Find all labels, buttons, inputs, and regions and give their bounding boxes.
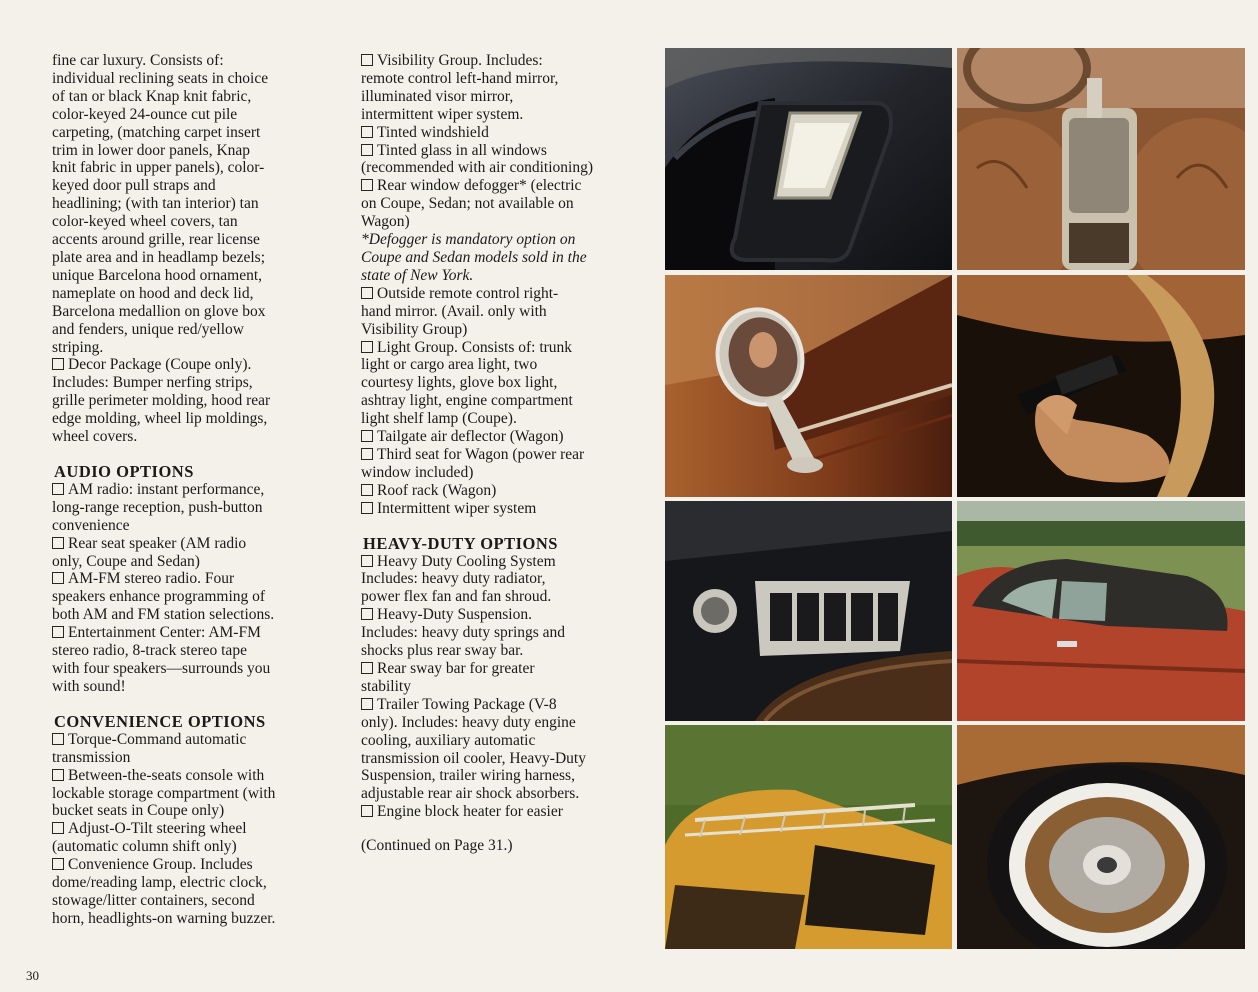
outside-mirror-photo xyxy=(665,275,952,497)
checkbox-icon xyxy=(52,537,64,549)
text-line: dome/reading lamp, electric clock, xyxy=(52,874,267,892)
text-line: hand mirror. (Avail. only with xyxy=(361,302,547,320)
checkbox-icon xyxy=(361,662,373,674)
barcelona-description xyxy=(52,52,350,356)
visor-mirror-photo xyxy=(665,48,952,270)
heavy-duty-options-heading: HEAVY-DUTY OPTIONS xyxy=(363,533,558,553)
text-line: nameplate on hood and deck lid, xyxy=(52,284,254,302)
text-line: grille perimeter molding, hood rear xyxy=(52,392,271,410)
checkbox-icon xyxy=(361,448,373,460)
checkbox-icon xyxy=(361,555,373,567)
text-line: window included) xyxy=(361,463,474,481)
checkbox-icon xyxy=(52,733,64,745)
option-label: Convenience Group. Includes xyxy=(68,856,253,874)
checkbox-icon xyxy=(361,608,373,620)
text-line: on Coupe, Sedan; not available on xyxy=(361,195,574,213)
text-line: courtesy lights, glove box light, xyxy=(361,374,558,392)
text-column-left xyxy=(52,52,350,928)
option-label: Heavy Duty Cooling System xyxy=(377,552,556,570)
checkbox-icon xyxy=(52,572,64,584)
text-line: lockable storage compartment (with xyxy=(52,784,276,802)
visibility-options-list xyxy=(361,52,657,231)
checkbox-icon xyxy=(52,483,64,495)
text-line: illuminated visor mirror, xyxy=(361,87,514,105)
text-line: Barcelona medallion on glove box xyxy=(52,302,266,320)
decor-package-option xyxy=(52,356,350,446)
text-line: Suspension, trailer wiring harness, xyxy=(361,767,575,785)
checkbox-icon xyxy=(52,858,64,870)
text-line: unique Barcelona hood ornament, xyxy=(52,266,263,284)
option-label: Third seat for Wagon (power rear xyxy=(377,445,585,463)
option-label: Rear sway bar for greater xyxy=(377,660,535,677)
checkbox-icon xyxy=(361,179,373,191)
checkbox-icon xyxy=(361,144,373,156)
text-line: stereo radio, 8-track stereo tape xyxy=(52,642,247,660)
option-label: Light Group. Consists of: trunk xyxy=(377,338,573,356)
checkbox-icon xyxy=(52,822,64,834)
option-label: Tailgate air deflector (Wagon) xyxy=(377,428,564,446)
checkbox-icon xyxy=(361,287,373,299)
option-label: Adjust-O-Tilt steering wheel xyxy=(68,820,247,838)
text-line: edge molding, wheel lip moldings, xyxy=(52,410,268,428)
text-line: adjustable rear air shock absorbers. xyxy=(361,785,580,803)
text-line: knit fabric in upper panels), color- xyxy=(52,159,265,177)
text-line: (recommended with air conditioning) xyxy=(361,159,594,177)
note-line: Coupe and Sedan models sold in the xyxy=(361,248,587,266)
option-label: Tinted windshield xyxy=(377,123,489,141)
checkbox-icon xyxy=(361,430,373,442)
text-line: individual reclining seats in choice xyxy=(52,69,269,87)
checkbox-icon xyxy=(361,341,373,353)
text-line: carpeting, (matching carpet insert xyxy=(52,123,261,141)
text-line: intermittent wiper system. xyxy=(361,105,524,123)
option-label: Tinted glass in all windows xyxy=(377,141,547,159)
convenience-options-list xyxy=(52,731,350,928)
text-line: Wagon) xyxy=(361,213,410,231)
misc-options-list xyxy=(361,285,657,518)
option-label: Engine block heater for easier xyxy=(377,803,563,821)
sedan-roof-photo xyxy=(957,501,1245,721)
note-line: *Defogger is mandatory option on xyxy=(361,231,576,249)
option-label: Rear seat speaker (AM radio xyxy=(68,534,247,552)
text-line: horn, headlights-on warning buzzer. xyxy=(52,909,276,927)
option-label: Roof rack (Wagon) xyxy=(377,481,497,499)
text-line: wheel covers. xyxy=(52,428,138,446)
convenience-options-heading: CONVENIENCE OPTIONS xyxy=(54,711,266,731)
text-line: speakers enhance programming of xyxy=(52,588,266,606)
text-line: power flex fan and fan shroud. xyxy=(361,588,552,606)
audio-options-list xyxy=(52,481,350,696)
text-line: accents around grille, rear license xyxy=(52,231,260,249)
text-line: color-keyed wheel covers, tan xyxy=(52,213,238,231)
checkbox-icon xyxy=(361,484,373,496)
option-label: AM-FM stereo radio. Four xyxy=(68,570,235,588)
text-line: cooling, auxiliary automatic xyxy=(361,731,536,749)
text-line: keyed door pull straps and xyxy=(52,177,216,195)
option-label: Between-the-seats console with xyxy=(68,766,265,784)
heavy-duty-options-list xyxy=(361,553,657,822)
text-column-middle xyxy=(361,52,657,855)
console-photo xyxy=(957,48,1245,270)
text-line: color-keyed 24-ounce cut pile xyxy=(52,105,238,123)
option-label: Heavy-Duty Suspension. xyxy=(377,606,532,624)
text-line: Visibility Group) xyxy=(361,320,468,338)
text-line: striping. xyxy=(52,338,104,356)
text-line: of tan or black Knap knit fabric, xyxy=(52,87,252,105)
option-label: Torque-Command automatic xyxy=(68,730,247,748)
text-line: ashtray light, engine compartment xyxy=(361,392,573,410)
text-line: transmission oil cooler, Heavy-Duty xyxy=(361,749,586,767)
page-number: 30 xyxy=(26,968,39,983)
option-label: Outside remote control right- xyxy=(377,284,559,302)
wheel-cover-photo xyxy=(957,725,1245,949)
text-line: only). Includes: heavy duty engine xyxy=(361,713,576,731)
checkbox-icon xyxy=(361,502,373,514)
text-line: stability xyxy=(361,677,411,695)
option-label: Decor Package (Coupe only). xyxy=(68,356,252,374)
text-line: transmission xyxy=(52,748,131,766)
text-line: with sound! xyxy=(52,677,126,695)
text-line: light shelf lamp (Coupe). xyxy=(361,410,517,428)
note-line: state of New York. xyxy=(361,266,474,284)
text-line: and fenders, unique red/yellow xyxy=(52,320,244,338)
text-line: Includes: heavy duty radiator, xyxy=(361,570,546,588)
text-line: light or cargo area light, two xyxy=(361,356,538,374)
text-line: only, Coupe and Sedan) xyxy=(52,552,200,570)
text-line: with four speakers—surrounds you xyxy=(52,660,271,677)
option-label: Entertainment Center: AM-FM xyxy=(68,624,261,642)
option-label: Intermittent wiper system xyxy=(377,499,537,517)
text-line: stowage/litter containers, second xyxy=(52,891,255,909)
option-label: Visibility Group. Includes: xyxy=(377,52,543,69)
checkbox-icon xyxy=(52,626,64,638)
text-line: Includes: Bumper nerfing strips, xyxy=(52,374,253,392)
checkbox-icon xyxy=(361,126,373,138)
text-line: plate area and in headlamp bezels; xyxy=(52,248,266,266)
audio-options-heading: AUDIO OPTIONS xyxy=(54,461,194,481)
text-line: trim in lower door panels, Knap xyxy=(52,141,251,159)
wiper-switch-photo xyxy=(957,275,1245,497)
option-label: Trailer Towing Package (V-8 xyxy=(377,695,557,713)
text-line: (automatic column shift only) xyxy=(52,838,237,856)
text-line: convenience xyxy=(52,516,130,534)
continued-note: (Continued on Page 31.) xyxy=(361,837,513,855)
checkbox-icon xyxy=(52,769,64,781)
option-label: Rear window defogger* (electric xyxy=(377,177,582,195)
text-line: shocks plus rear sway bar. xyxy=(361,642,524,660)
option-label: AM radio: instant performance, xyxy=(68,480,265,498)
wagon-roof-rack-photo xyxy=(665,725,952,949)
text-line: remote control left-hand mirror, xyxy=(361,69,559,87)
air-vent-photo xyxy=(665,501,952,721)
text-line: Includes: heavy duty springs and xyxy=(361,624,566,642)
text-line: bucket seats in Coupe only) xyxy=(52,802,225,820)
checkbox-icon xyxy=(52,358,64,370)
checkbox-icon xyxy=(361,805,373,817)
text-line: long-range reception, push-button xyxy=(52,498,263,516)
text-line: fine car luxury. Consists of: xyxy=(52,52,224,69)
text-line: both AM and FM station selections. xyxy=(52,606,275,624)
checkbox-icon xyxy=(361,54,373,66)
checkbox-icon xyxy=(361,698,373,710)
text-line: headlining; (with tan interior) tan xyxy=(52,195,259,213)
defogger-note xyxy=(361,231,657,285)
